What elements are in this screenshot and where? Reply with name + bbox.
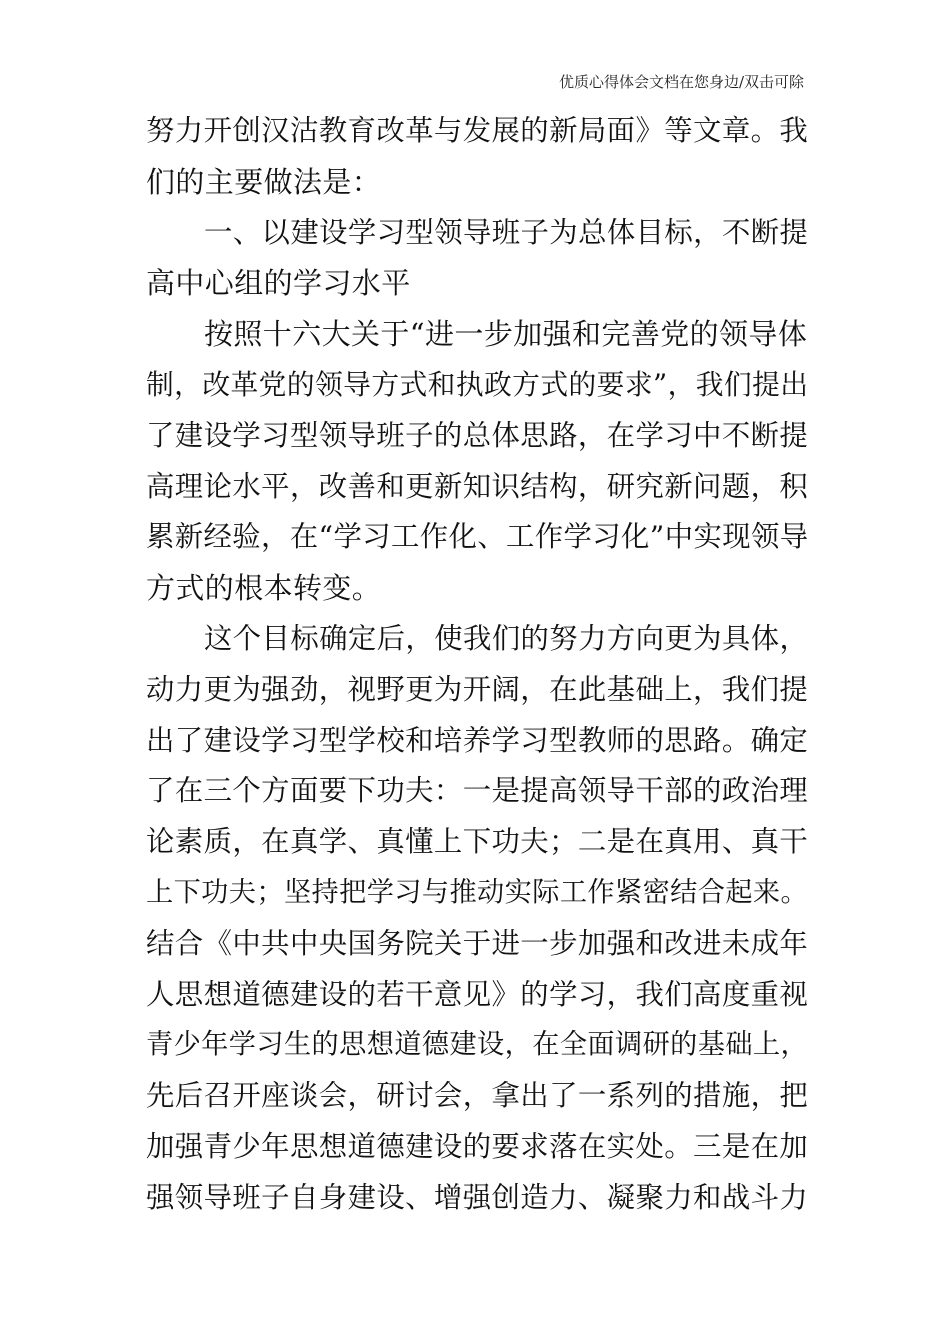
text-line: 们的主要做法是： xyxy=(146,164,382,199)
text-line: 这个目标确定后，使我们的努力方向更为具体， xyxy=(204,621,809,655)
text-line: 努力开创汉沽教育改革与发展的新局面》等文章。我 xyxy=(146,114,809,147)
text-line: 加强青少年思想道德建设的要求落在实处。三是在加 xyxy=(146,1129,809,1163)
text-line: 了在三个方面要下功夫：一是提高领导干部的政治理 xyxy=(146,774,809,808)
text-line: 了建设学习型领导班子的总体思路，在学习中不断提 xyxy=(146,418,809,452)
text-line: 高理论水平，改善和更新知识结构，研究新问题，积 xyxy=(146,469,809,503)
text-line: 上下功夫；坚持把学习与推动实际工作紧密结合起来。 xyxy=(146,876,809,908)
document-body xyxy=(146,106,808,1224)
text-line: 出了建设学习型学校和培养学习型教师的思路。确定 xyxy=(146,723,809,757)
text-line: 累新经验，在“学习工作化、工作学习化”中实现领导 xyxy=(146,520,809,554)
text-line: 青少年学习生的思想道德建设，在全面调研的基础上， xyxy=(146,1029,809,1061)
text-line: 高中心组的学习水平 xyxy=(146,266,411,301)
header-note: 优质心得体会文档在您身边/双击可除 xyxy=(558,73,804,91)
text-line: 制，改革党的领导方式和执政方式的要求”，我们提出 xyxy=(146,367,809,401)
text-line: 方式的根本转变。 xyxy=(146,571,382,606)
text-line: 人思想道德建设的若干意见》的学习，我们高度重视 xyxy=(146,977,809,1011)
text-line: 结合《中共中央国务院关于进一步加强和改进未成年 xyxy=(146,926,809,960)
text-line: 按照十六大关于“进一步加强和完善党的领导体 xyxy=(204,317,808,352)
text-line: 论素质，在真学、真懂上下功夫；二是在真用、真干 xyxy=(146,825,809,859)
text-line: 强领导班子自身建设、增强创造力、凝聚力和战斗力 xyxy=(146,1180,809,1214)
text-line: 先后召开座谈会，研讨会，拿出了一系列的措施，把 xyxy=(146,1079,809,1113)
text-line: 一、以建设学习型领导班子为总体目标，不断提 xyxy=(204,215,809,249)
text-line: 动力更为强劲，视野更为开阔，在此基础上，我们提 xyxy=(146,672,809,706)
